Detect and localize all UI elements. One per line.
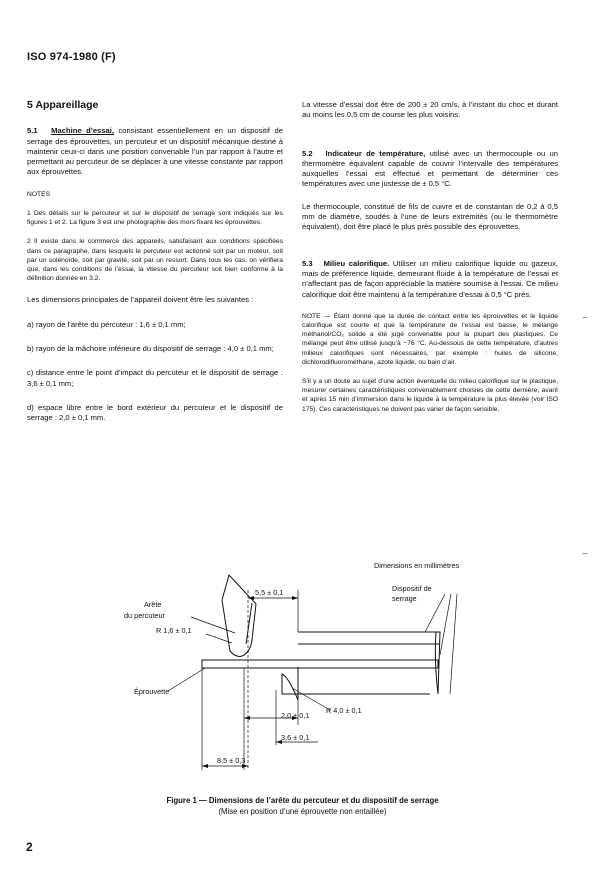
dim-r-1-6: R 1,6 ± 0,1	[156, 626, 192, 635]
figure-units: Dimensions en millimètres	[374, 561, 460, 570]
label-striker-edge: du percuteur	[124, 611, 165, 620]
margin-mark: ⌣	[582, 312, 588, 322]
figure-caption	[0, 796, 605, 816]
doubt-paragraph: S’il y a un doute au sujet d’une action éventuelle du milieu calorifique sur le plastique, mesurer certaines caractéristiques convenablement choisies de cette dernière, avant et après 15 min d’immersion dans le liquide à la température la plus élevée (voir ISO 175). Ces caractéristiques ne doivent pas varier de façon sensible.	[302, 378, 558, 413]
section-heading: Milieu calorifique.	[323, 258, 390, 268]
note-1: 1 Des détails sur le percuteur et sur le dispositif de serrage sont indiqués sur les figures 1 et 2. La figure 3 est une photographie des mors fixant les éprouvettes.	[27, 209, 283, 227]
right-column	[302, 100, 558, 414]
thermocouple-paragraph: Le thermocouple, constitué de fils de cuivre et de constantan de 0,2 à 0,5 mm de diamètre, soudés à l’une de leurs extrémités (ou le thermomètre équivalent), doit être placé le plus près possible des éprouvettes.	[302, 201, 558, 232]
figure-title: Figure 1 — Dimensions de l’arête du percuteur et du dispositif de serrage	[166, 796, 439, 805]
left-column	[27, 100, 283, 423]
figure-1-diagram	[0, 555, 605, 795]
margin-mark: ⌣	[582, 548, 588, 558]
label-striker-edge: Arête	[144, 600, 162, 609]
dimension-item-d: d) espace libre entre le bord extérieur du percuteur et le dispositif de serrage : 2,0 ± 0,1 mm.	[27, 402, 283, 423]
paragraph-5-1	[27, 126, 283, 177]
section-number: 5.2	[302, 148, 313, 158]
paragraph-5-3	[302, 259, 558, 300]
figure-subtitle: (Mise en position d’une éprouvette non entaillée)	[218, 807, 387, 816]
dim-8-5: 8,5 ± 0,3	[217, 756, 246, 765]
label-clamp: serrage	[392, 594, 417, 603]
section-text: Utiliser un milieu calorifique liquide ou gazeux, mais de préférence liquide, demeurant fluide à la température de l’essai et n’affectant pas de façon appréciable la matière soumise à l’essai. Ce milieu calorifique doit être maintenu à la température d’essai à 0,5 °C près.	[302, 258, 558, 299]
speed-paragraph: La vitesse d’essai doit être de 200 ± 20 cm/s, à l’instant du choc et durant au moins les 0,5 cm de course les plus voisins.	[302, 100, 558, 120]
clamp-body	[298, 632, 440, 694]
document-header: ISO 974-1980 (F)	[27, 51, 116, 63]
striker-edge-line	[246, 603, 252, 644]
dim-5-5: 5,5 ± 0,1	[255, 588, 284, 597]
section-heading: Indicateur de température,	[325, 148, 426, 158]
dimension-item-b: b) rayon de la mâchoire inférieure du dispositif de serrage : 4,0 ± 0,1 mm;	[27, 344, 274, 353]
section-heading: Machine d’essai,	[51, 126, 114, 136]
note-2: 2 Il existe dans le commerce des appareils, satisfaisant aux conditions spécifiées dans ce paragraphe, dans lesquels le percuteur est actionné soit par un moteur, soit par un solénoïde, soit par gravité, soit par un ressort. Dans tous les cas, on vérifiera que, dans les conditions de l’essai, la vitesse du percuteur soit bien conforme à la définition donnée en 3.2.	[27, 238, 283, 283]
paragraph-5-2	[302, 149, 558, 190]
label-specimen: Éprouvette	[134, 687, 170, 696]
label-clamp: Dispositif de	[392, 584, 432, 593]
dim-3-6: 3,6 ± 0,1	[281, 733, 310, 742]
specimen-bar	[202, 660, 438, 668]
dimension-item-a: a) rayon de l’arête du percuteur : 1,6 ± 0,1 mm;	[27, 319, 186, 329]
page-number: 2	[26, 840, 33, 854]
striker-outline	[222, 575, 256, 656]
dimensions-intro: Les dimensions principales de l’appareil doivent être les suivantes :	[27, 295, 254, 305]
section-text: utilisé avec un thermocouple ou un thermomètre équivalent capable de couvrir l’intervalle des températures auxquelles l’essai est effectué et permettant de déterminer ces températures avec une justesse de ± 0,5 °C.	[302, 148, 558, 189]
note-calorific: NOTE — Étant donné que la durée de contact entre les éprouvettes et le liquide calorifique est courte et que la température de l’essai est basse, le mélange méthanol/CO₂ solide a été jugé convenable pour la plupart des plastiques. Ce mélange peut être utilisé jusqu’à −76 °C. Au-dessous de cette température, d’autres milieux calorifiques sont nécessaires, par exemple : huiles de silicone, dichlorodifluorométhane, azote liquide, ou bain d’air.	[302, 312, 558, 366]
dim-r-4-0: R 4,0 ± 0,1	[326, 706, 362, 715]
section-number: 5.3	[302, 258, 313, 268]
section-number: 5.1	[27, 126, 38, 136]
notes-title: NOTES	[27, 190, 51, 198]
section-title: 5 Appareillage	[27, 99, 99, 111]
dimension-item-c: c) distance entre le point d’impact du percuteur et le dispositif de serrage : 3,6 ± 0,1 mm;	[27, 368, 283, 388]
dim-2-0: 2,0 ± 0,1	[281, 711, 310, 720]
section-text: consistant essentiellement en un dispositif de serrage des éprouvettes, un percuteur et un dispositif mécanique destiné à maintenir ceux-ci dans une position convenable l’un par rapport à l’autre et permettant au percuteur de se déplacer à une vitesse constante par rapport aux éprouvettes.	[27, 126, 283, 177]
